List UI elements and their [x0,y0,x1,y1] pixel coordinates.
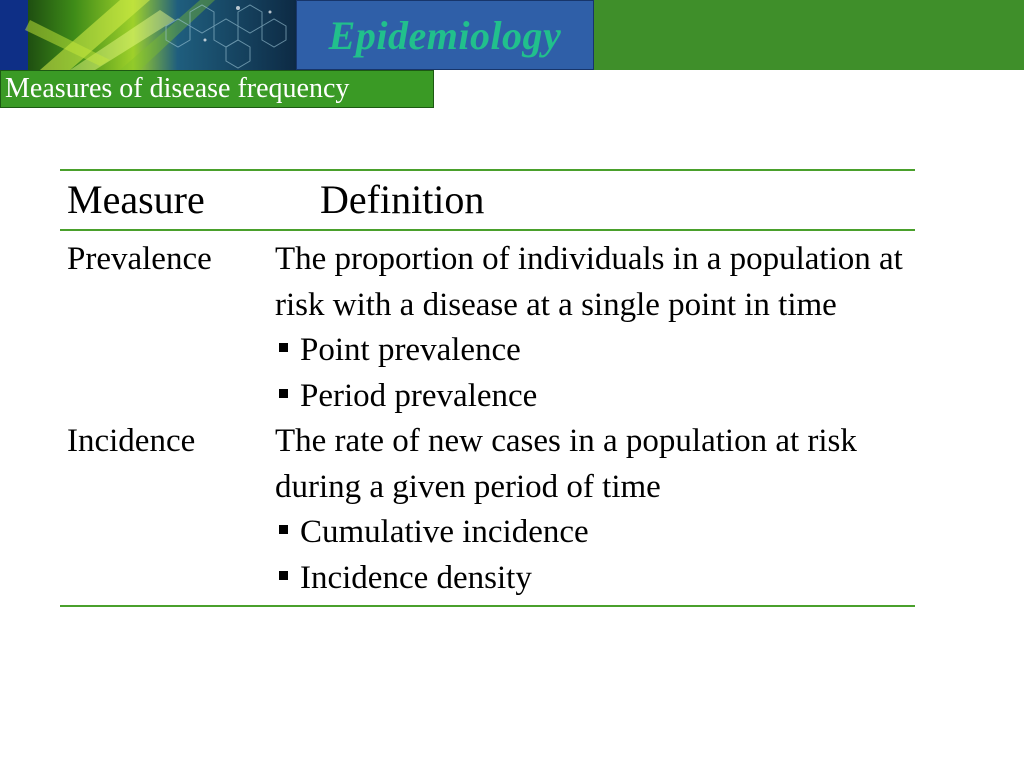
page-title: Epidemiology [328,12,562,58]
table-row-prevalence [60,237,915,419]
square-bullet-icon [279,389,288,398]
column-header-measure: Measure [67,177,205,222]
sub-measure-list [275,328,915,419]
column-header-definition: Definition [320,177,485,222]
definition-cell [275,237,915,419]
square-bullet-icon [279,343,288,352]
definition-text: The proportion of individuals in a population at risk with a disease at a single point in time [275,241,903,323]
list-item [275,556,915,602]
measure-cell: Prevalence [67,241,212,277]
table-header-row [60,171,915,229]
sub-measure-label: Point prevalence [300,332,521,368]
square-bullet-icon [279,571,288,580]
table-row-incidence [60,419,915,601]
definition-text: The rate of new cases in a population at risk during a given period of time [275,423,857,505]
definition-cell [275,419,915,601]
measure-cell: Incidence [67,423,196,459]
measures-table [60,169,915,607]
sub-measure-label: Cumulative incidence [300,514,589,550]
title-box [296,0,594,70]
list-item [275,374,915,420]
sub-measure-label: Incidence density [300,559,532,596]
table-bottom-rule [60,605,915,607]
square-bullet-icon [279,525,288,534]
sub-measure-label: Period prevalence [300,377,538,414]
banner-image [0,0,296,70]
sub-measure-list [275,510,915,601]
list-item [275,328,915,374]
list-item [275,510,915,556]
banner-graphic [0,0,296,70]
table-body [60,231,915,605]
subtitle-box [0,70,434,108]
page-subtitle: Measures of disease frequency [5,73,350,104]
